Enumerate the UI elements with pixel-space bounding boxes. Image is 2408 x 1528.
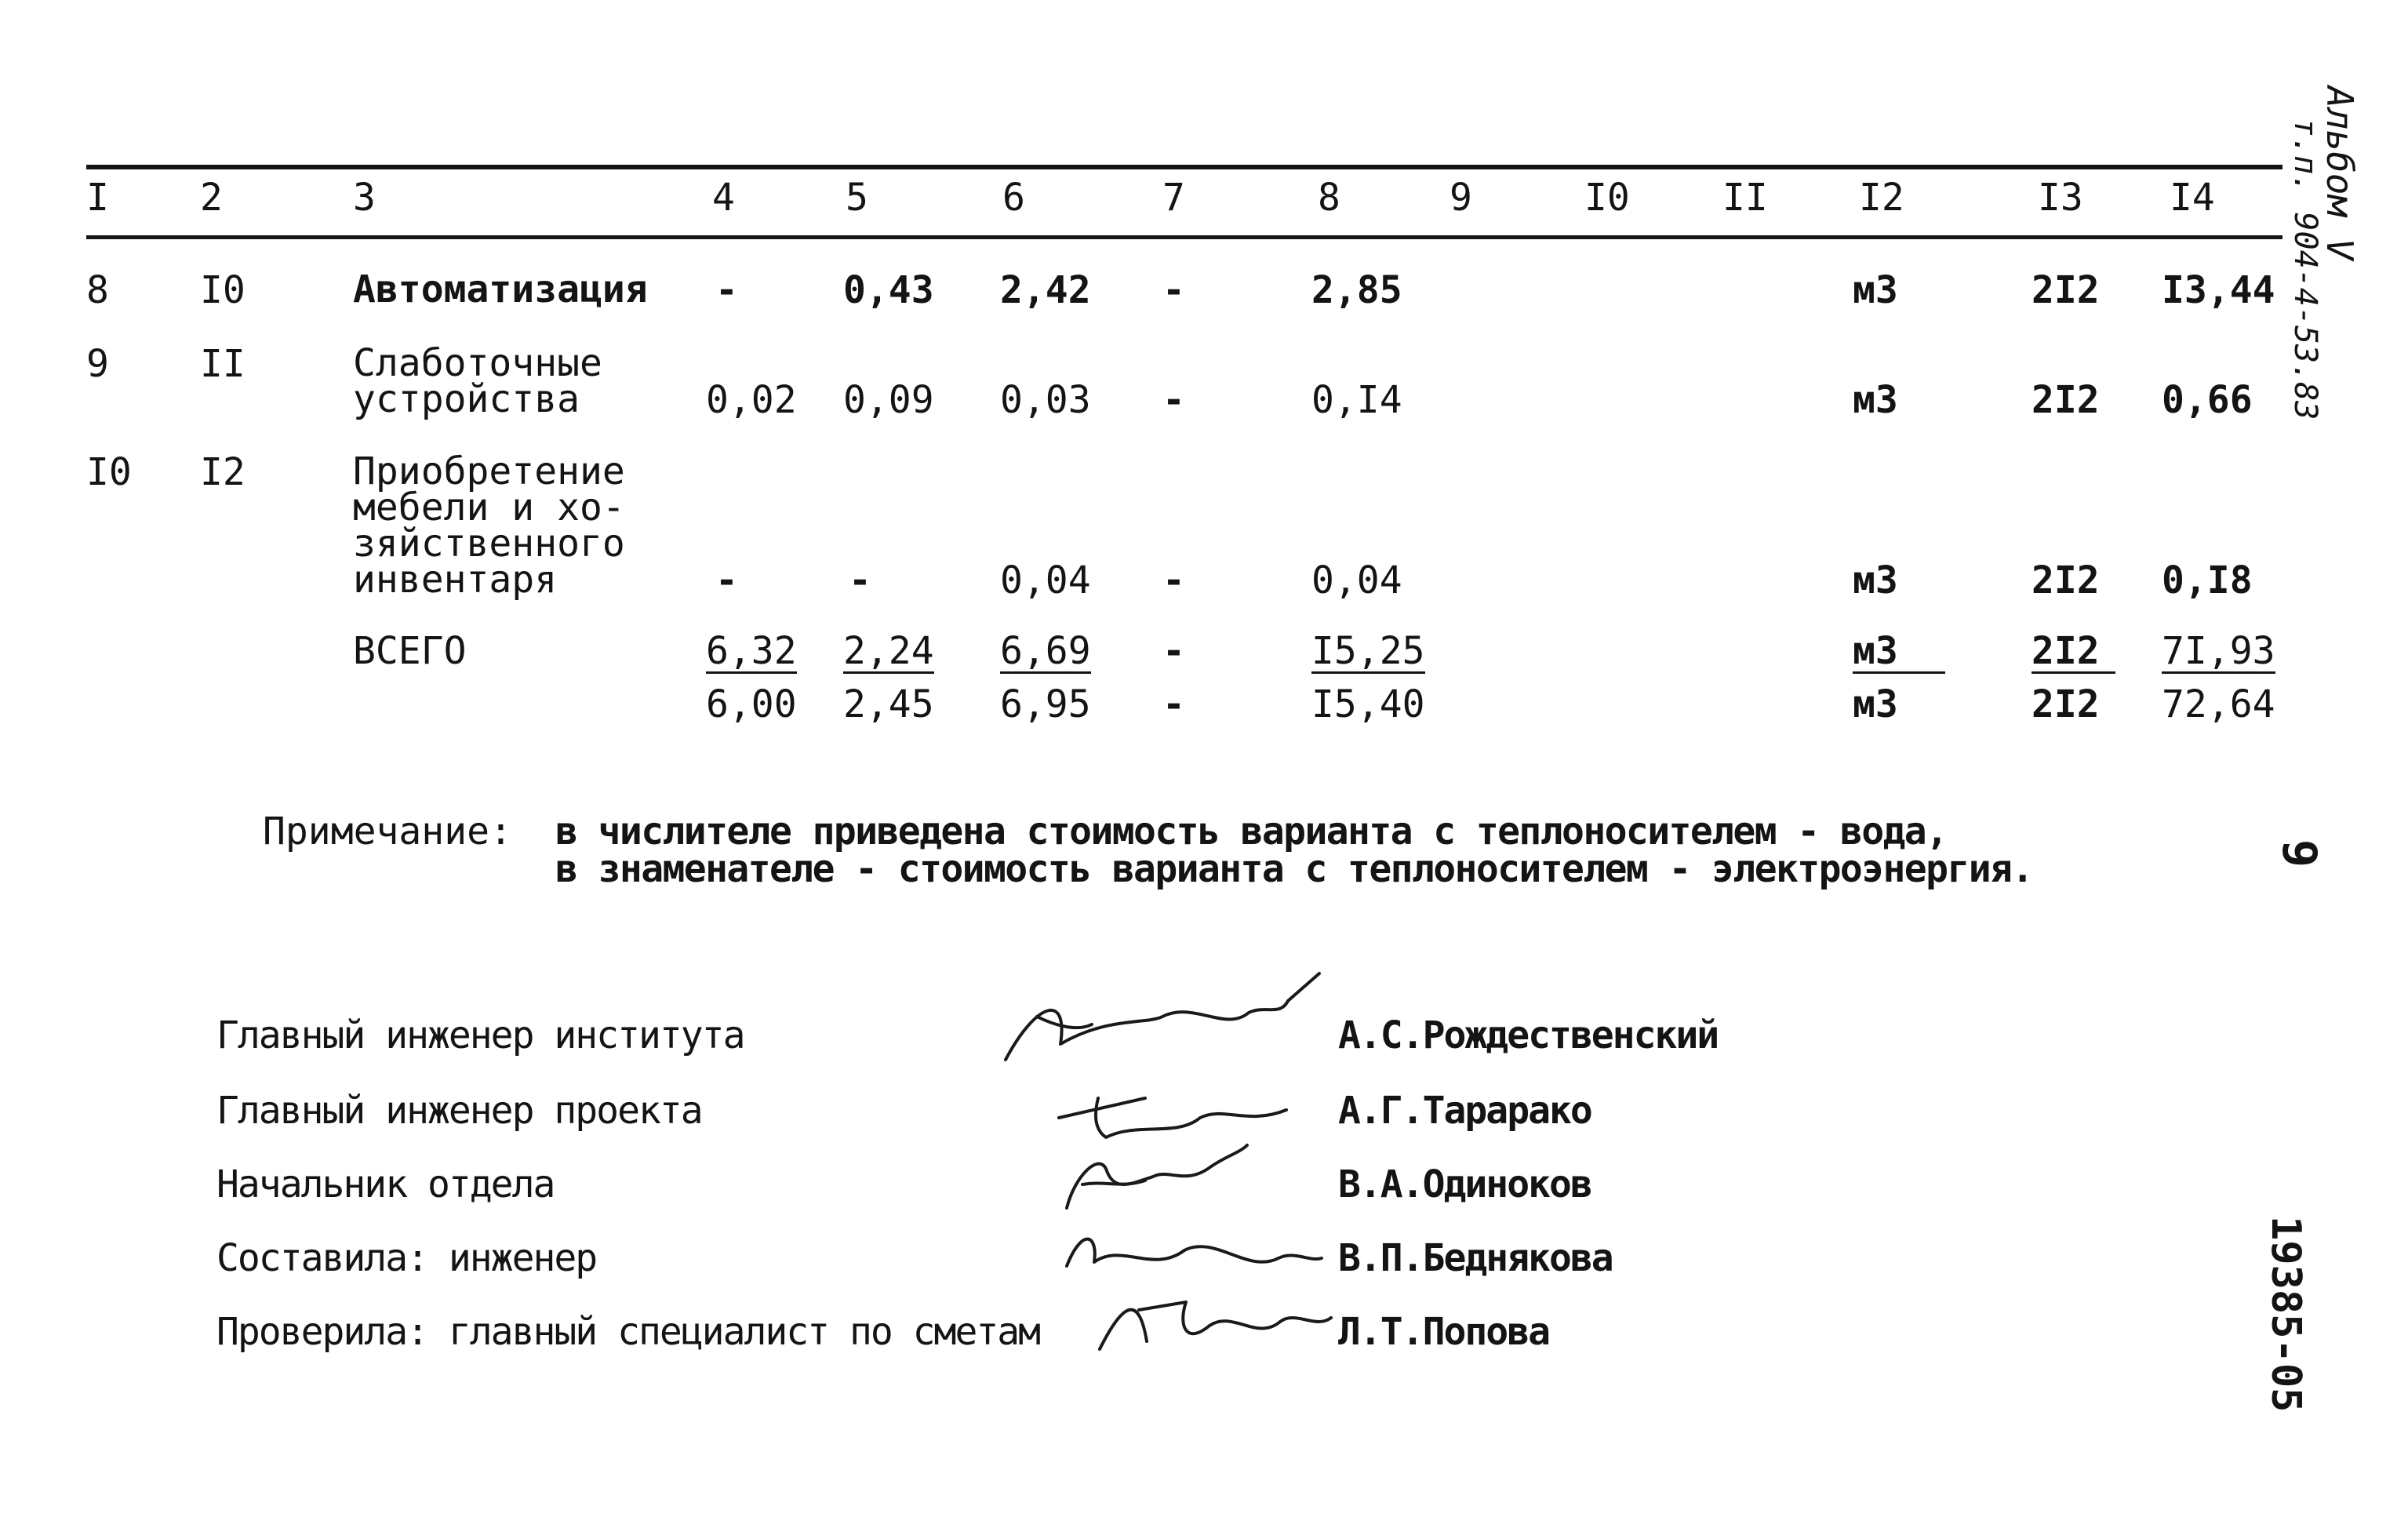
row-number: 8: [86, 268, 109, 312]
document-number-text: 19385-05: [2262, 1216, 2309, 1413]
cell-col-7: -: [1162, 558, 1185, 602]
cell-col-5: 0,43: [843, 268, 934, 312]
total-denominator-col-13: 2I2: [2032, 682, 2100, 726]
signatory-name: В.П.Беднякова: [1338, 1236, 1613, 1280]
signatory-name: А.С.Рождественский: [1338, 1013, 1719, 1057]
cell-col-13: 2I2: [2032, 558, 2100, 602]
header-col-1: I: [86, 176, 109, 220]
cell-unit: м3: [1853, 558, 1898, 602]
cell-col-5: 0,09: [843, 378, 934, 422]
document-number: [2262, 1216, 2309, 1412]
cell-unit: м3: [1853, 268, 1898, 312]
header-col-8: 8: [1318, 176, 1340, 220]
signatory-role: Составила: инженер: [216, 1236, 597, 1280]
cell-col-8: 2,85: [1311, 268, 1402, 312]
handwritten-signature: [1059, 1219, 1326, 1282]
row-number: I0: [86, 450, 132, 494]
header-col-9: 9: [1450, 176, 1472, 220]
signatory-role: Главный инженер института: [216, 1013, 744, 1057]
total-numerator-col-5: 2,24: [843, 629, 934, 673]
signatory-role: Проверила: главный специалист по сметам: [216, 1310, 1040, 1354]
total-numerator-col-13: 2I2: [2032, 632, 2115, 674]
handwritten-signature: [1051, 1075, 1294, 1145]
cell-col-13: 2I2: [2032, 378, 2100, 422]
cell-col-6: 2,42: [1000, 268, 1091, 312]
header-col-12: I2: [1859, 176, 1904, 220]
project-code-text: т.п. 904-4-53.83: [2287, 118, 2323, 420]
cell-unit: м3: [1853, 378, 1898, 422]
cell-col-4: -: [715, 268, 738, 312]
total-label: ВСЕГО: [353, 629, 467, 673]
total-denominator-col-6: 6,95: [1000, 682, 1091, 726]
cell-col-14: 0,66: [2162, 378, 2253, 422]
header-col-6: 6: [1002, 176, 1025, 220]
total-denominator-col-14: 72,64: [2162, 682, 2275, 726]
header-col-10: I0: [1584, 176, 1630, 220]
project-code: [2287, 118, 2323, 420]
row-name: Автоматизация: [353, 267, 648, 311]
row-code: I2: [200, 450, 246, 494]
cell-col-4: 0,02: [706, 378, 797, 422]
page-number: [2272, 839, 2326, 868]
total-denominator-col-7: -: [1162, 682, 1185, 726]
total-denominator-col-5: 2,45: [843, 682, 934, 726]
page-number-text: 9: [2272, 839, 2326, 868]
cell-col-8: 0,04: [1311, 558, 1402, 602]
cell-col-5: -: [849, 558, 871, 602]
album-stamp-text: Альбом V: [2319, 86, 2361, 260]
header-col-2: 2: [200, 176, 223, 220]
header-bottom-rule: [86, 235, 2283, 239]
header-col-13: I3: [2038, 176, 2083, 220]
cell-col-7: -: [1162, 378, 1185, 422]
total-numerator-col-14: 7I,93: [2162, 629, 2275, 673]
signatory-role: Начальник отдела: [216, 1162, 555, 1206]
cell-col-14: I3,44: [2162, 268, 2275, 312]
note-line-1: в числителе приведена стоимость варианта с теплоносителем - вода,: [555, 809, 1948, 853]
total-numerator-col-7: -: [1162, 629, 1185, 673]
header-col-3: 3: [353, 176, 376, 220]
cell-col-13: 2I2: [2032, 268, 2100, 312]
header-col-7: 7: [1162, 176, 1185, 220]
header-col-5: 5: [846, 176, 868, 220]
row-name: Слаботочные устройства: [353, 341, 602, 421]
row-name: Приобретение мебели и хо- зяйственного инвентаря: [353, 449, 625, 602]
cell-col-7: -: [1162, 268, 1185, 312]
note-line-2: в знаменателе - стоимость варианта с теплоносителем - электроэнергия.: [555, 847, 2033, 891]
total-numerator-col-4: 6,32: [706, 629, 797, 673]
total-denominator-col-4: 6,00: [706, 682, 797, 726]
signatory-name: В.А.Одиноков: [1338, 1162, 1591, 1206]
cell-col-6: 0,03: [1000, 378, 1091, 422]
total-numerator-unit: м3: [1853, 632, 1945, 674]
cell-col-6: 0,04: [1000, 558, 1091, 602]
header-col-14: I4: [2170, 176, 2215, 220]
header-col-11: II: [1722, 176, 1768, 220]
handwritten-signature: [990, 970, 1335, 1071]
total-denominator-col-8: I5,40: [1311, 682, 1425, 726]
total-numerator-col-8: I5,25: [1311, 629, 1425, 673]
handwritten-signature: [1051, 1137, 1255, 1216]
row-code: II: [200, 342, 246, 386]
row-code: I0: [200, 268, 246, 312]
row-number: 9: [86, 342, 109, 386]
signatory-role: Главный инженер проекта: [216, 1089, 702, 1133]
signatory-name: А.Г.Тарарако: [1338, 1089, 1591, 1133]
cell-col-8: 0,I4: [1311, 378, 1402, 422]
header-col-4: 4: [712, 176, 735, 220]
table-top-rule: [86, 165, 2283, 169]
note-label: Примечание:: [263, 809, 512, 853]
total-denominator-unit: м3: [1853, 682, 1898, 726]
signatory-name: Л.Т.Попова: [1338, 1310, 1549, 1354]
cell-col-4: -: [715, 558, 738, 602]
handwritten-signature: [1092, 1286, 1335, 1357]
total-numerator-col-6: 6,69: [1000, 629, 1091, 673]
cell-col-14: 0,I8: [2162, 558, 2253, 602]
album-stamp: [2319, 86, 2361, 260]
